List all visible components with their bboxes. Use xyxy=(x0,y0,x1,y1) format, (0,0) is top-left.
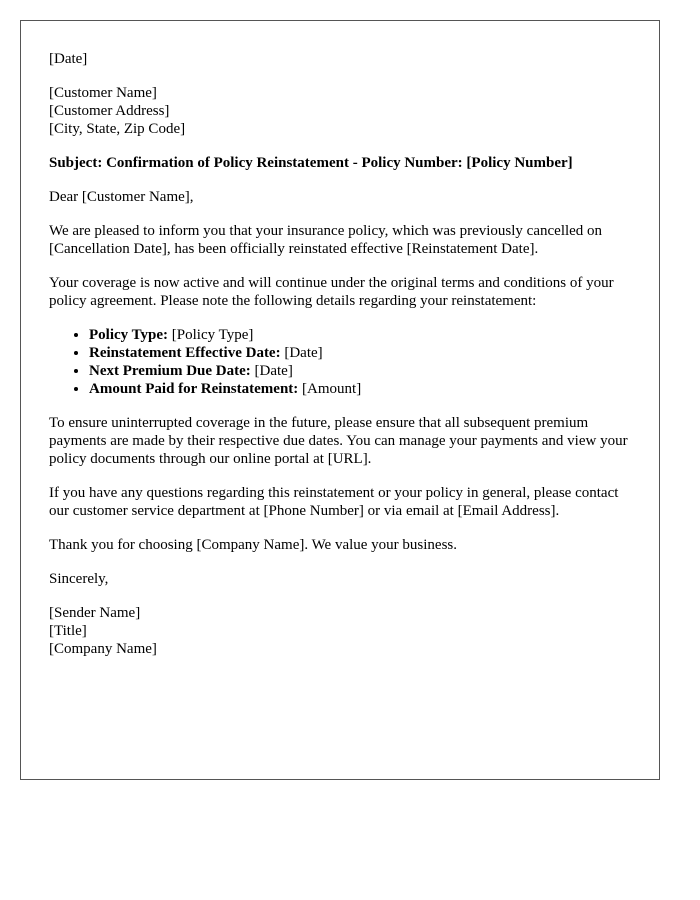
detail-value: [Amount] xyxy=(298,381,362,397)
detail-label: Policy Type: xyxy=(89,327,169,343)
detail-label: Amount Paid for Reinstatement: xyxy=(89,381,299,397)
detail-label: Next Premium Due Date: xyxy=(89,363,251,379)
detail-value: [Date] xyxy=(280,345,323,361)
paragraph-payment-reminder: To ensure uninterrupted coverage in the future, please ensure that all subsequent premium payments are made by their respective due dates. You can manage your payments and view your policy documents through our online portal at [URL]. xyxy=(49,415,628,467)
paragraph-contact-info: If you have any questions regarding this reinstatement or your policy in general, please contact our customer service department at [Phone Number] or via email at [Email Address]. xyxy=(49,485,619,519)
detail-label: Reinstatement Effective Date: xyxy=(89,345,281,361)
list-item xyxy=(89,344,631,362)
sender-title: [Title] xyxy=(49,623,87,639)
detail-value: [Policy Type] xyxy=(168,327,254,343)
letter-date: [Date] xyxy=(49,51,88,67)
signature-block xyxy=(49,604,631,658)
recipient-city: [City, State, Zip Code] xyxy=(49,121,186,137)
subject-line: Subject: Confirmation of Policy Reinstatement - Policy Number: [Policy Number] xyxy=(49,155,573,171)
recipient-address xyxy=(49,84,631,138)
reinstatement-details-list xyxy=(49,326,631,398)
paragraph-thank-you: Thank you for choosing [Company Name]. We value your business. xyxy=(49,537,458,553)
paragraph-coverage-status: Your coverage is now active and will continue under the original terms and conditions of your policy agreement. Please note the following details regarding your reinstatement: xyxy=(49,275,614,309)
sender-company: [Company Name] xyxy=(49,641,157,657)
salutation: Dear [Customer Name], xyxy=(49,189,194,205)
list-item xyxy=(89,326,631,344)
list-item xyxy=(89,380,631,398)
recipient-street: [Customer Address] xyxy=(49,103,170,119)
recipient-name: [Customer Name] xyxy=(49,85,157,101)
paragraph-reinstatement-notice: We are pleased to inform you that your insurance policy, which was previously cancelled on [Cancellation Date], has been officially reinstated effective [Reinstatement Date]. xyxy=(49,223,603,257)
list-item xyxy=(89,362,631,380)
sender-name: [Sender Name] xyxy=(49,605,141,621)
closing: Sincerely, xyxy=(49,571,109,587)
detail-value: [Date] xyxy=(250,363,293,379)
letter-page xyxy=(20,20,660,780)
